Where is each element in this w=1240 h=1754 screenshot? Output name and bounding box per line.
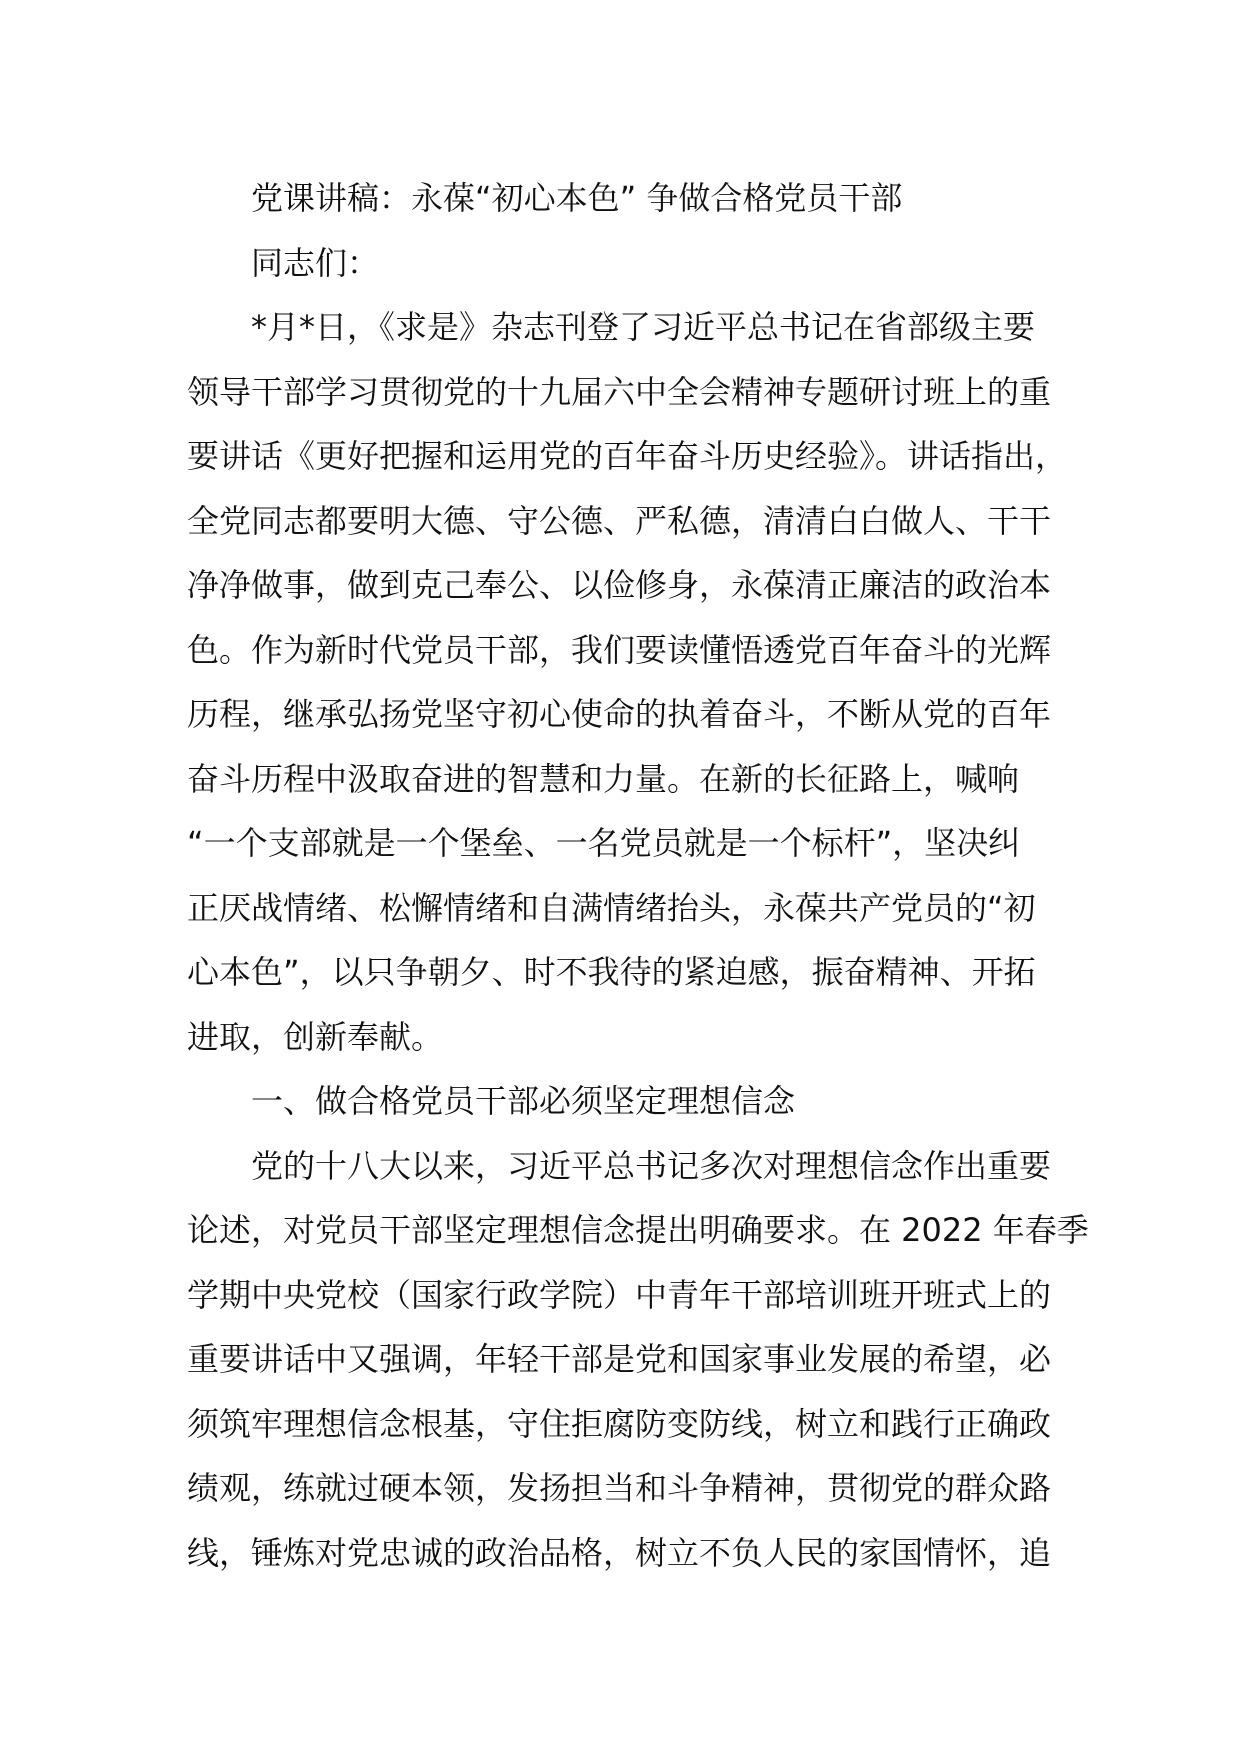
paragraph-line: 正厌战情绪、松懈情绪和自满情绪抬头，永葆共产党员的“初 [187,888,1036,927]
paragraph-line: 历程，继承弘扬党坚守初心使命的执着奋斗，不断从党的百年 [187,695,1052,733]
paragraph-line: 色。作为新时代党员干部，我们要读懂悟透党百年奋斗的光辉 [187,630,1052,669]
salutation: 同志们： [251,243,380,282]
document-title: 党课讲稿：永葆“初心本色” 争做合格党员干部 [251,179,903,217]
paragraph-line: 须筑牢理想信念根基，守住拒腐防变防线，树立和践行正确政 [187,1404,1052,1443]
section-heading: 一、做合格党员干部必须坚定理想信念 [251,1082,796,1120]
paragraph-line: “一个支部就是一个堡垒、一名党员就是一个标杆”，坚决纠 [187,824,1021,862]
paragraph-line: 论述，对党员干部坚定理想信念提出明确要求。在 2022 年春季 [187,1211,1089,1249]
document-body [187,166,1089,1585]
paragraph-line: 领导干部学习贯彻党的十九届六中全会精神专题研讨班上的重 [187,372,1052,411]
paragraph-line: 党的十八大以来，习近平总书记多次对理想信念作出重要 [251,1146,1052,1185]
paragraph-1 [187,295,1068,1069]
paragraph-2 [187,1134,1089,1586]
paragraph-line: 学期中央党校（国家行政学院）中青年干部培训班开班式上的 [187,1275,1052,1314]
paragraph-line: *月*日，《求是》杂志刊登了习近平总书记在省部级主要 [251,308,1036,346]
paragraph-line: 重要讲话中又强调，年轻干部是党和国家事业发展的希望，必 [187,1340,1052,1378]
paragraph-line: 全党同志都要明大德、守公德、严私德，清清白白做人、干干 [187,501,1052,540]
paragraph-line: 净净做事，做到克己奉公、以俭修身，永葆清正廉洁的政治本 [187,566,1052,604]
paragraph-line: 线，锤炼对党忠诚的政治品格，树立不负人民的家国情怀，追 [187,1533,1052,1572]
paragraph-line: 进取，创新奉献。 [187,1017,444,1056]
paragraph-line: 绩观，练就过硬本领，发扬担当和斗争精神，贯彻党的群众路 [187,1469,1052,1507]
paragraph-line: 要讲话《更好把握和运用党的百年奋斗历史经验》。讲话指出， [187,437,1068,475]
paragraph-line: 心本色”，以只争朝夕、时不我待的紧迫感，振奋精神、开拓 [187,953,1036,991]
paragraph-line: 奋斗历程中汲取奋进的智慧和力量。在新的长征路上，喊响 [187,759,1020,798]
